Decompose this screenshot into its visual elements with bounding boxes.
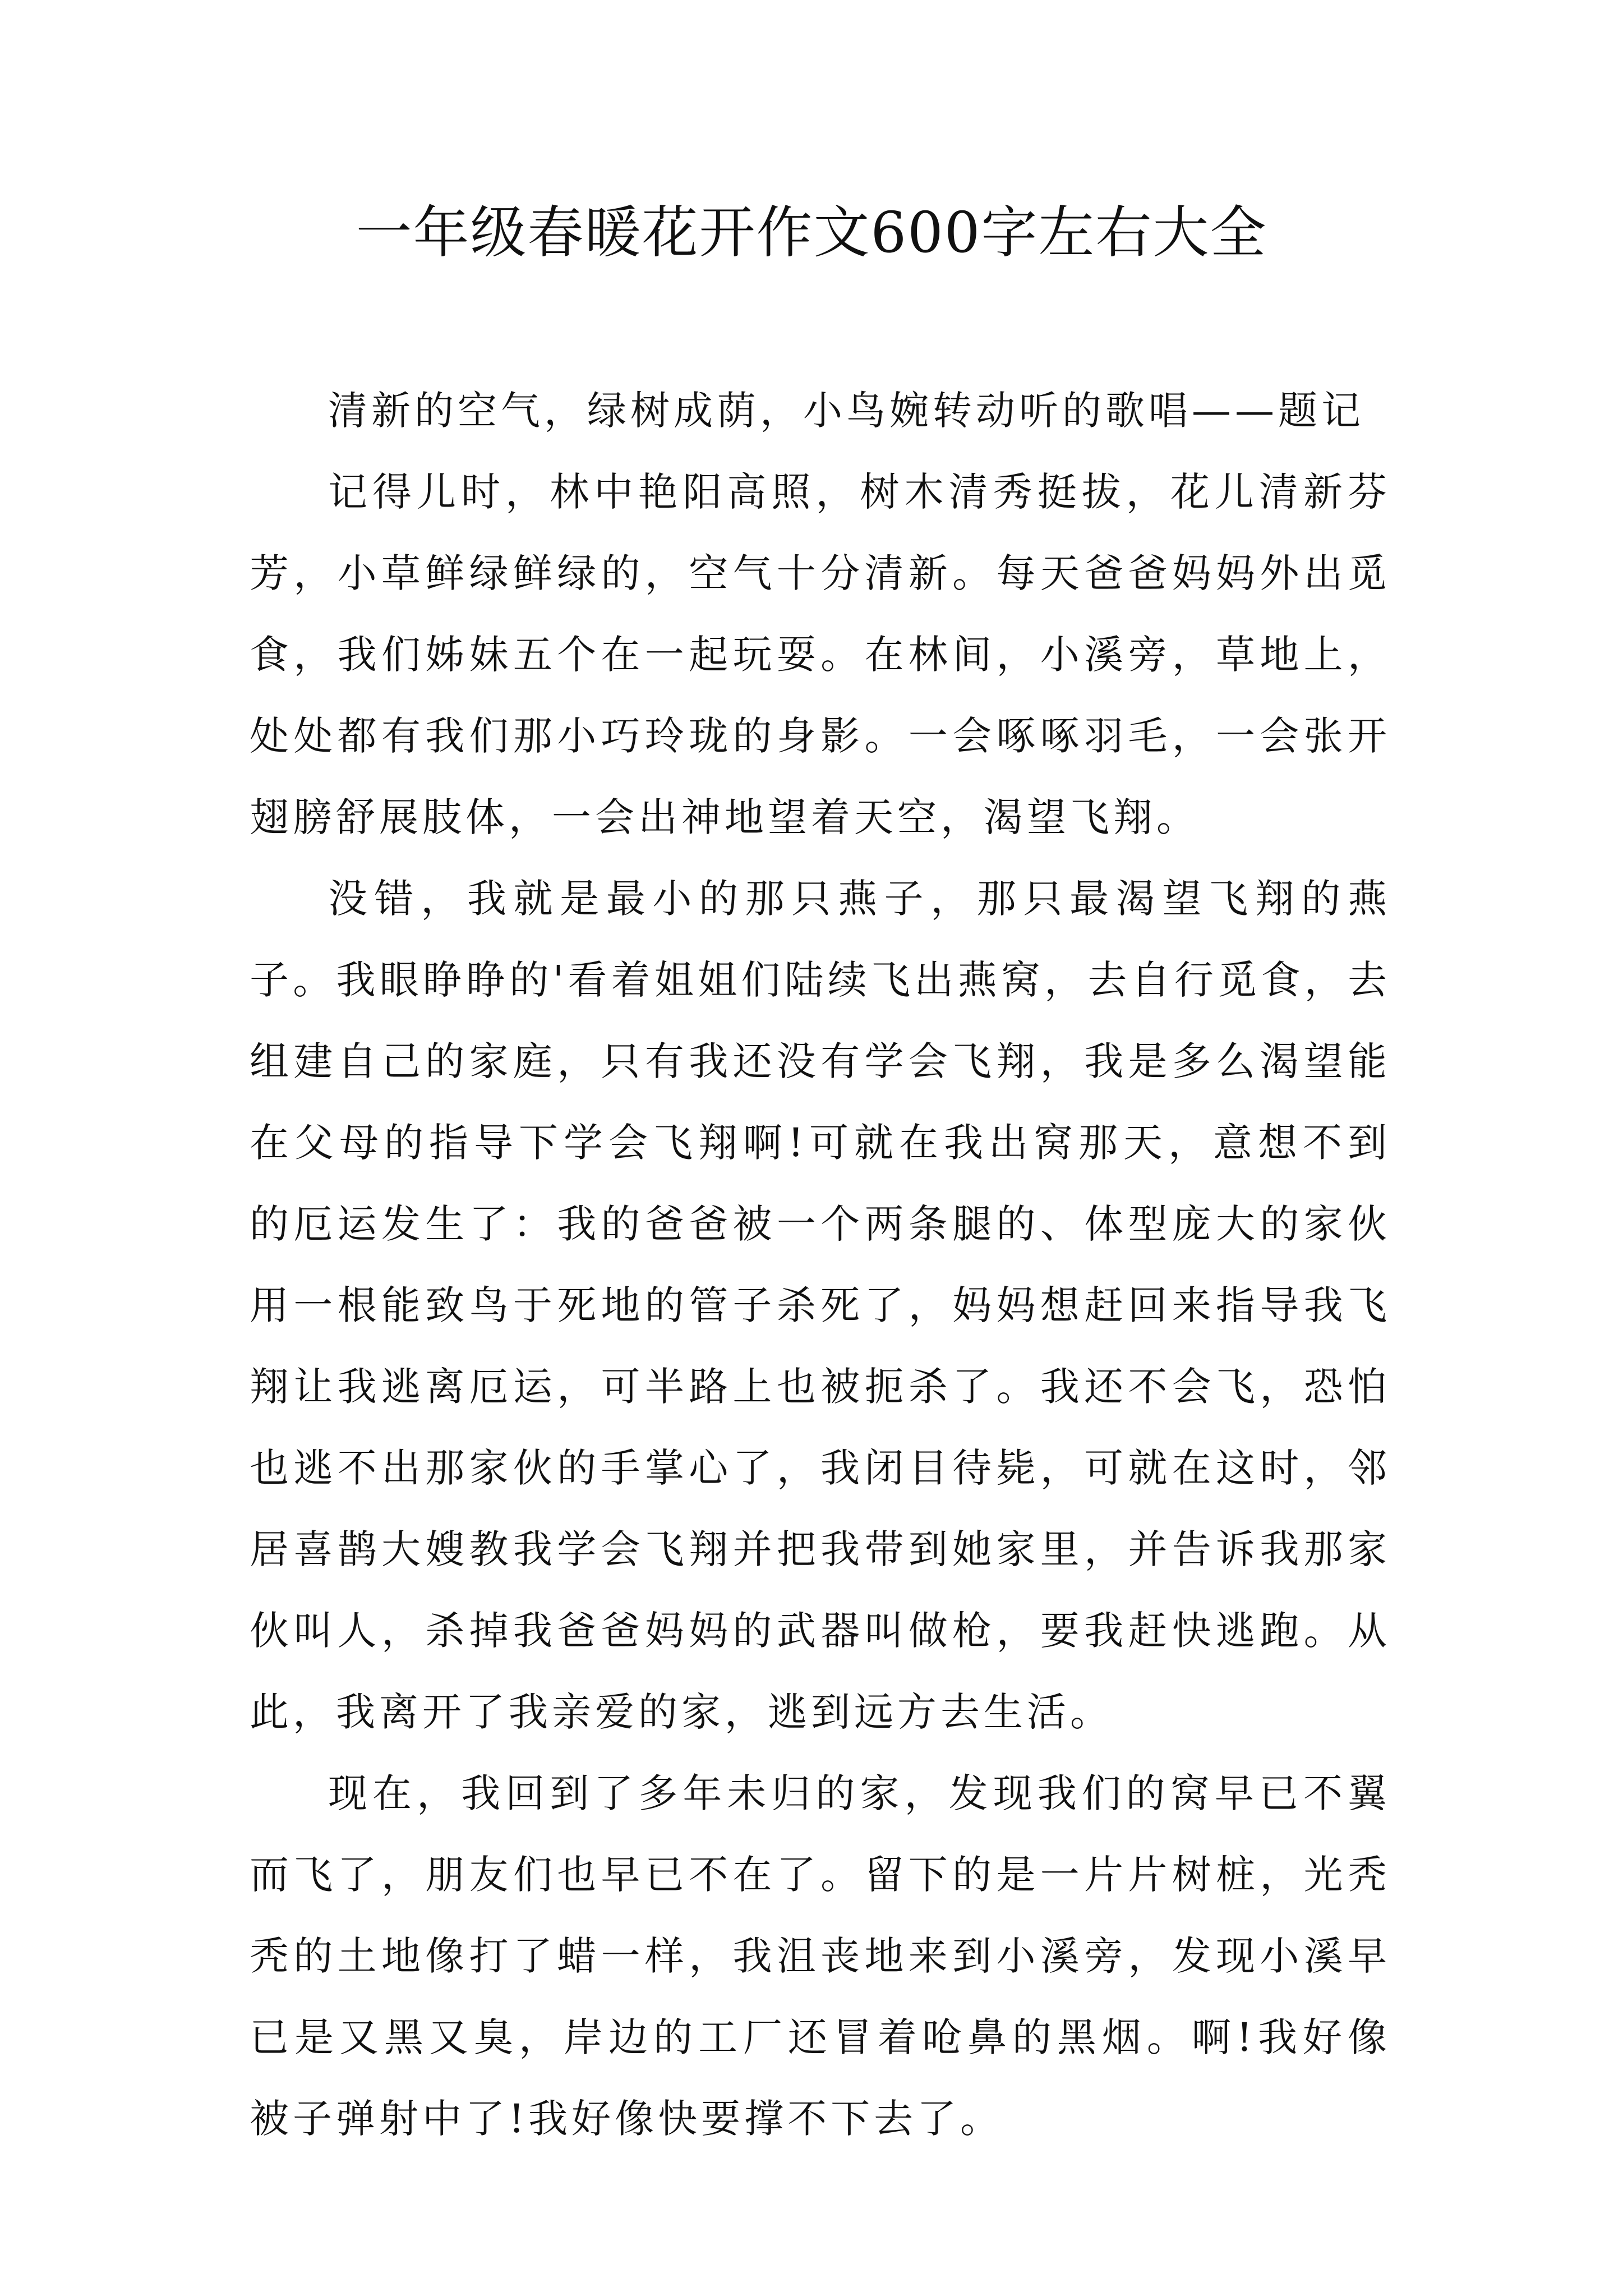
document-title: 一年级春暖花开作文600字左右大全: [356, 200, 1267, 265]
document-body: [250, 370, 1391, 2160]
body-paragraph-1: 记得儿时，林中艳阳高照，树木清秀挺拔，花儿清新芬芳，小草鲜绿鲜绿的，空气十分清新。每天爸爸妈妈外出觅食，我们姊妹五个在一起玩耍。在林间，小溪旁，草地上，处处都有我们那小巧玲珑的身影。一会啄啄羽毛，一会张开翅膀舒展肢体，一会出神地望着天空，渴望飞翔。: [250, 469, 1391, 840]
epigraph-paragraph: 清新的空气，绿树成荫，小鸟婉转动听的歌唱——题记: [328, 388, 1364, 434]
body-paragraph-3: 现在，我回到了多年未归的家，发现我们的窝早已不翼而飞了，朋友们也早已不在了。留下的是一片片树桩，光秃秃的土地像打了蜡一样，我沮丧地来到小溪旁，发现小溪早已是又黑又臭，岸边的工厂还冒着呛鼻的黑烟。啊!我好像被子弹射中了!我好像快要撑不下去了。: [250, 1770, 1391, 2142]
body-paragraph-2: 没错，我就是最小的那只燕子，那只最渴望飞翔的燕子。我眼睁睁的'看着姐姐们陆续飞出燕窝，去自行觅食，去组建自己的家庭，只有我还没有学会飞翔，我是多么渴望能在父母的指导下学会飞翔啊!可就在我出窝那天，意想不到的厄运发生了：我的爸爸被一个两条腿的、体型庞大的家伙用一根能致鸟于死地的管子杀死了，妈妈想赶回来指导我飞翔让我逃离厄运，可半路上也被扼杀了。我还不会飞，恐怕也逃不出那家伙的手掌心了，我闭目待毙，可就在这时，邻居喜鹊大嫂教我学会飞翔并把我带到她家里，并告诉我那家伙叫人，杀掉我爸爸妈妈的武器叫做枪，要我赶快逃跑。从此，我离开了我亲爱的家，逃到远方去生活。: [250, 876, 1391, 1735]
